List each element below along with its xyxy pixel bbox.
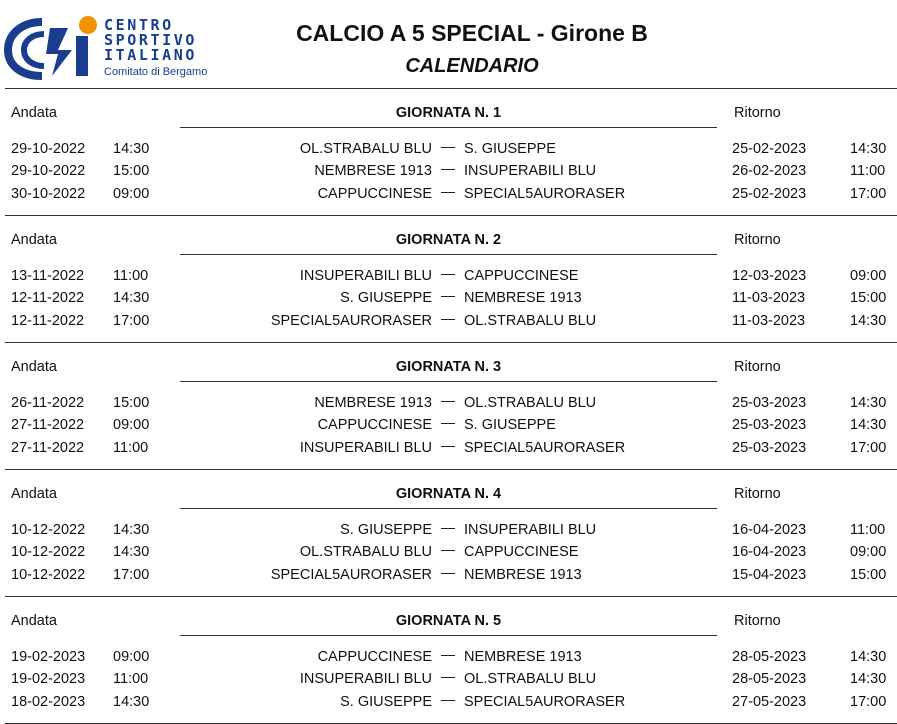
andata-date: 30-10-2022 [11, 185, 86, 202]
match-row [0, 290, 897, 310]
andata-time: 11:00 [113, 439, 149, 456]
andata-time: 09:00 [113, 649, 150, 665]
match-row [0, 649, 897, 669]
andata-date: 18-02-2023 [11, 693, 86, 710]
match-row [0, 694, 897, 714]
andata-date: 10-12-2022 [11, 566, 86, 583]
giornata-underline [180, 635, 717, 636]
match-row [0, 544, 897, 564]
ritorno-date: 25-03-2023 [732, 439, 807, 456]
home-team: OL.STRABALU BLU [299, 544, 432, 561]
ritorno-time: 14:30 [850, 671, 887, 688]
ritorno-date: 16-04-2023 [732, 522, 807, 538]
home-team: S. GIUSEPPE [340, 522, 432, 538]
match-row [0, 440, 897, 460]
versus-dash [441, 677, 455, 678]
match-row [0, 268, 897, 288]
andata-date: 10-12-2022 [11, 522, 86, 538]
home-team: NEMBRESE 1913 [314, 163, 432, 180]
giornata-section [0, 216, 897, 343]
andata-time: 09:00 [113, 417, 150, 434]
andata-time: 14:30 [113, 290, 150, 307]
andata-time: 14:30 [113, 693, 150, 710]
ritorno-time: 14:30 [850, 312, 887, 329]
giornata-section [0, 89, 897, 216]
giornata-title: GIORNATA N. 5 [395, 613, 502, 629]
away-team: CAPPUCCINESE [464, 268, 579, 284]
andata-date: 27-11-2022 [11, 417, 85, 434]
ritorno-date: 25-03-2023 [732, 417, 807, 434]
ritorno-time: 17:00 [850, 693, 887, 710]
match-row [0, 417, 897, 437]
ritorno-date: 16-04-2023 [732, 544, 807, 561]
ritorno-time: 09:00 [850, 544, 887, 561]
andata-date: 19-02-2023 [11, 671, 86, 688]
versus-dash [441, 550, 455, 551]
ritorno-time: 15:00 [850, 290, 887, 307]
ritorno-label: Ritorno [734, 105, 781, 121]
giornata-underline [180, 381, 717, 382]
away-team: NEMBRESE 1913 [464, 566, 582, 583]
ritorno-label: Ritorno [734, 613, 781, 629]
ritorno-date: 12-03-2023 [732, 268, 807, 284]
match-row [0, 522, 897, 542]
logo-text-sportivo: SPORTIVO [104, 31, 198, 49]
andata-time: 15:00 [113, 163, 150, 180]
andata-label: Andata [11, 613, 57, 629]
versus-dash [441, 446, 455, 447]
versus-dash [441, 401, 455, 402]
andata-time: 11:00 [113, 671, 149, 688]
ritorno-label: Ritorno [734, 359, 781, 375]
versus-dash [441, 147, 455, 148]
ritorno-time: 14:30 [850, 141, 887, 157]
away-team: OL.STRABALU BLU [464, 671, 597, 688]
match-row [0, 313, 897, 333]
home-team: SPECIAL5AURORASER [270, 312, 432, 329]
away-team: CAPPUCCINESE [464, 544, 579, 561]
home-team: INSUPERABILI BLU [299, 268, 432, 284]
match-row [0, 163, 897, 183]
home-team: SPECIAL5AURORASER [270, 566, 432, 583]
ritorno-date: 15-04-2023 [732, 566, 807, 583]
ritorno-date: 11-03-2023 [732, 290, 806, 307]
andata-time: 17:00 [113, 566, 150, 583]
ritorno-label: Ritorno [734, 486, 781, 502]
ritorno-date: 28-05-2023 [732, 649, 807, 665]
logo-subtitle: Comitato di Bergamo [104, 66, 208, 78]
andata-date: 12-11-2022 [11, 312, 85, 329]
giornata-title: GIORNATA N. 4 [395, 486, 502, 502]
ritorno-date: 11-03-2023 [732, 312, 806, 329]
andata-date: 10-12-2022 [11, 544, 86, 561]
ritorno-time: 14:30 [850, 417, 887, 434]
ritorno-date: 25-03-2023 [732, 395, 807, 411]
andata-date: 27-11-2022 [11, 439, 85, 456]
logo-text-centro: CENTRO [104, 16, 174, 34]
match-row [0, 141, 897, 161]
away-team: NEMBRESE 1913 [464, 290, 582, 307]
home-team: CAPPUCCINESE [317, 649, 432, 665]
ritorno-time: 15:00 [850, 566, 887, 583]
andata-label: Andata [11, 486, 57, 502]
versus-dash [441, 655, 455, 656]
giornata-title: GIORNATA N. 3 [395, 359, 502, 375]
giornata-section [0, 597, 897, 724]
giornata-section [0, 343, 897, 470]
match-row [0, 186, 897, 206]
match-row [0, 395, 897, 415]
versus-dash [441, 423, 455, 424]
andata-time: 09:00 [113, 185, 150, 202]
versus-dash [441, 319, 455, 320]
andata-time: 11:00 [113, 268, 149, 284]
andata-date: 12-11-2022 [11, 290, 85, 307]
versus-dash [441, 274, 455, 275]
andata-label: Andata [11, 105, 57, 121]
andata-time: 14:30 [113, 522, 150, 538]
giornata-underline [180, 254, 717, 255]
home-team: INSUPERABILI BLU [299, 671, 432, 688]
page-title: CALCIO A 5 SPECIAL - Girone B [296, 20, 648, 46]
ritorno-time: 17:00 [850, 439, 887, 456]
versus-dash [441, 296, 455, 297]
csi-logo-mark-icon [4, 14, 104, 82]
away-team: SPECIAL5AURORASER [464, 185, 626, 202]
andata-label: Andata [11, 359, 57, 375]
ritorno-date: 25-02-2023 [732, 141, 807, 157]
andata-time: 14:30 [113, 141, 150, 157]
home-team: CAPPUCCINESE [317, 417, 432, 434]
home-team: NEMBRESE 1913 [314, 395, 432, 411]
away-team: S. GIUSEPPE [464, 141, 556, 157]
ritorno-date: 26-02-2023 [732, 163, 807, 180]
andata-date: 29-10-2022 [11, 141, 86, 157]
andata-time: 15:00 [113, 395, 150, 411]
away-team: INSUPERABILI BLU [464, 522, 597, 538]
page-subtitle: CALENDARIO [405, 55, 539, 77]
giornata-title: GIORNATA N. 2 [395, 232, 502, 248]
away-team: OL.STRABALU BLU [464, 395, 597, 411]
versus-dash [441, 169, 455, 170]
giornata-section [0, 470, 897, 597]
home-team: S. GIUSEPPE [340, 693, 432, 710]
ritorno-time: 11:00 [850, 522, 886, 538]
andata-time: 17:00 [113, 312, 150, 329]
versus-dash [441, 573, 455, 574]
match-row [0, 671, 897, 691]
away-team: NEMBRESE 1913 [464, 649, 582, 665]
ritorno-time: 14:30 [850, 649, 887, 665]
match-row [0, 567, 897, 587]
giornata-underline [180, 127, 717, 128]
logo-text-italiano: ITALIANO [104, 46, 198, 64]
versus-dash [441, 700, 455, 701]
versus-dash [441, 192, 455, 193]
ritorno-date: 28-05-2023 [732, 671, 807, 688]
away-team: SPECIAL5AURORASER [464, 439, 626, 456]
away-team: S. GIUSEPPE [464, 417, 556, 434]
away-team: SPECIAL5AURORASER [464, 693, 626, 710]
ritorno-time: 14:30 [850, 395, 887, 411]
ritorno-date: 25-02-2023 [732, 185, 807, 202]
ritorno-label: Ritorno [734, 232, 781, 248]
ritorno-time: 11:00 [850, 163, 886, 180]
ritorno-time: 17:00 [850, 185, 887, 202]
ritorno-time: 09:00 [850, 268, 887, 284]
andata-time: 14:30 [113, 544, 150, 561]
andata-date: 13-11-2022 [11, 268, 85, 284]
giornata-underline [180, 508, 717, 509]
home-team: INSUPERABILI BLU [299, 439, 432, 456]
versus-dash [441, 528, 455, 529]
home-team: OL.STRABALU BLU [299, 141, 432, 157]
away-team: OL.STRABALU BLU [464, 312, 597, 329]
andata-label: Andata [11, 232, 57, 248]
csi-logo [4, 14, 218, 82]
away-team: INSUPERABILI BLU [464, 163, 597, 180]
giornata-title: GIORNATA N. 1 [395, 105, 502, 121]
andata-date: 26-11-2022 [11, 395, 85, 411]
home-team: S. GIUSEPPE [340, 290, 432, 307]
andata-date: 29-10-2022 [11, 163, 86, 180]
ritorno-date: 27-05-2023 [732, 693, 807, 710]
home-team: CAPPUCCINESE [317, 185, 432, 202]
andata-date: 19-02-2023 [11, 649, 86, 665]
